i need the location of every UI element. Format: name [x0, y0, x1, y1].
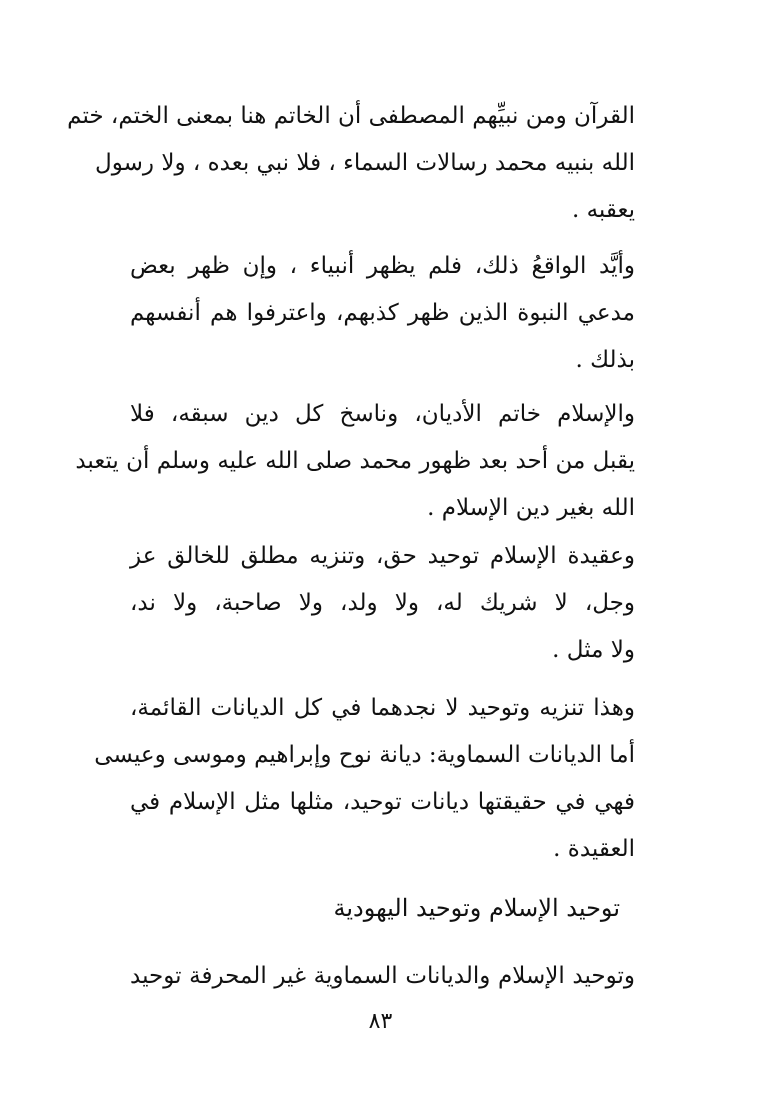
paragraph-line: القرآن ومن نبيِّهم المصطفى أن الخاتم هنا بمعنى الختم، ختم	[67, 103, 635, 129]
paragraph-line: بذلك .	[575, 347, 635, 373]
paragraph-line: ولا مثل .	[552, 637, 635, 663]
paragraph-line: وهذا تنزيه وتوحيد لا نجدهما في كل الديانات القائمة،	[130, 695, 635, 721]
paragraph-line: فهي في حقيقتها ديانات توحيد، مثلها مثل الإسلام في	[130, 789, 635, 815]
paragraph-seal-of-prophets	[67, 93, 635, 234]
paragraph-creed-of-islam	[130, 533, 635, 674]
paragraph-line: يقبل من أحد بعد ظهور محمد صلى الله عليه وسلم أن يتعبد	[75, 448, 635, 474]
paragraph-line: مدعي النبوة الذين ظهر كذبهم، واعترفوا هم أنفسهم	[130, 300, 635, 326]
paragraph-line: العقيدة .	[553, 836, 635, 862]
paragraph-heavenly-religions	[94, 685, 635, 873]
paragraph-line: وعقيدة الإسلام توحيد حق، وتنزيه مطلق للخالق عز	[130, 543, 635, 569]
paragraph-line: وأيَّد الواقعُ ذلك، فلم يظهر أنبياء ، وإن ظهر بعض	[130, 253, 635, 279]
paragraph-final-religion	[75, 391, 635, 532]
paragraph-line: الله بنبيه محمد رسالات السماء ، فلا نبي بعده ، ولا رسول	[95, 150, 635, 176]
paragraph-line: وجل، لا شريك له، ولا ولد، ولا صاحبة، ولا ند،	[130, 590, 635, 616]
paragraph-line: يعقبه .	[571, 197, 635, 223]
paragraph-line: أما الديانات السماوية: ديانة نوح وإبراهيم وموسى وعيسى	[94, 742, 635, 768]
paragraph-reality-confirmed	[130, 243, 635, 384]
section-heading: توحيد الإسلام وتوحيد اليهودية	[333, 894, 620, 922]
paragraph-continuation	[130, 953, 635, 1000]
page-number: ٨٣	[368, 1009, 393, 1034]
paragraph-line: وتوحيد الإسلام والديانات السماوية غير المحرفة توحيد	[130, 963, 635, 989]
paragraph-line: الله بغير دين الإسلام .	[427, 495, 635, 521]
paragraph-line: والإسلام خاتم الأديان، وناسخ كل دين سبقه، فلا	[130, 401, 635, 427]
